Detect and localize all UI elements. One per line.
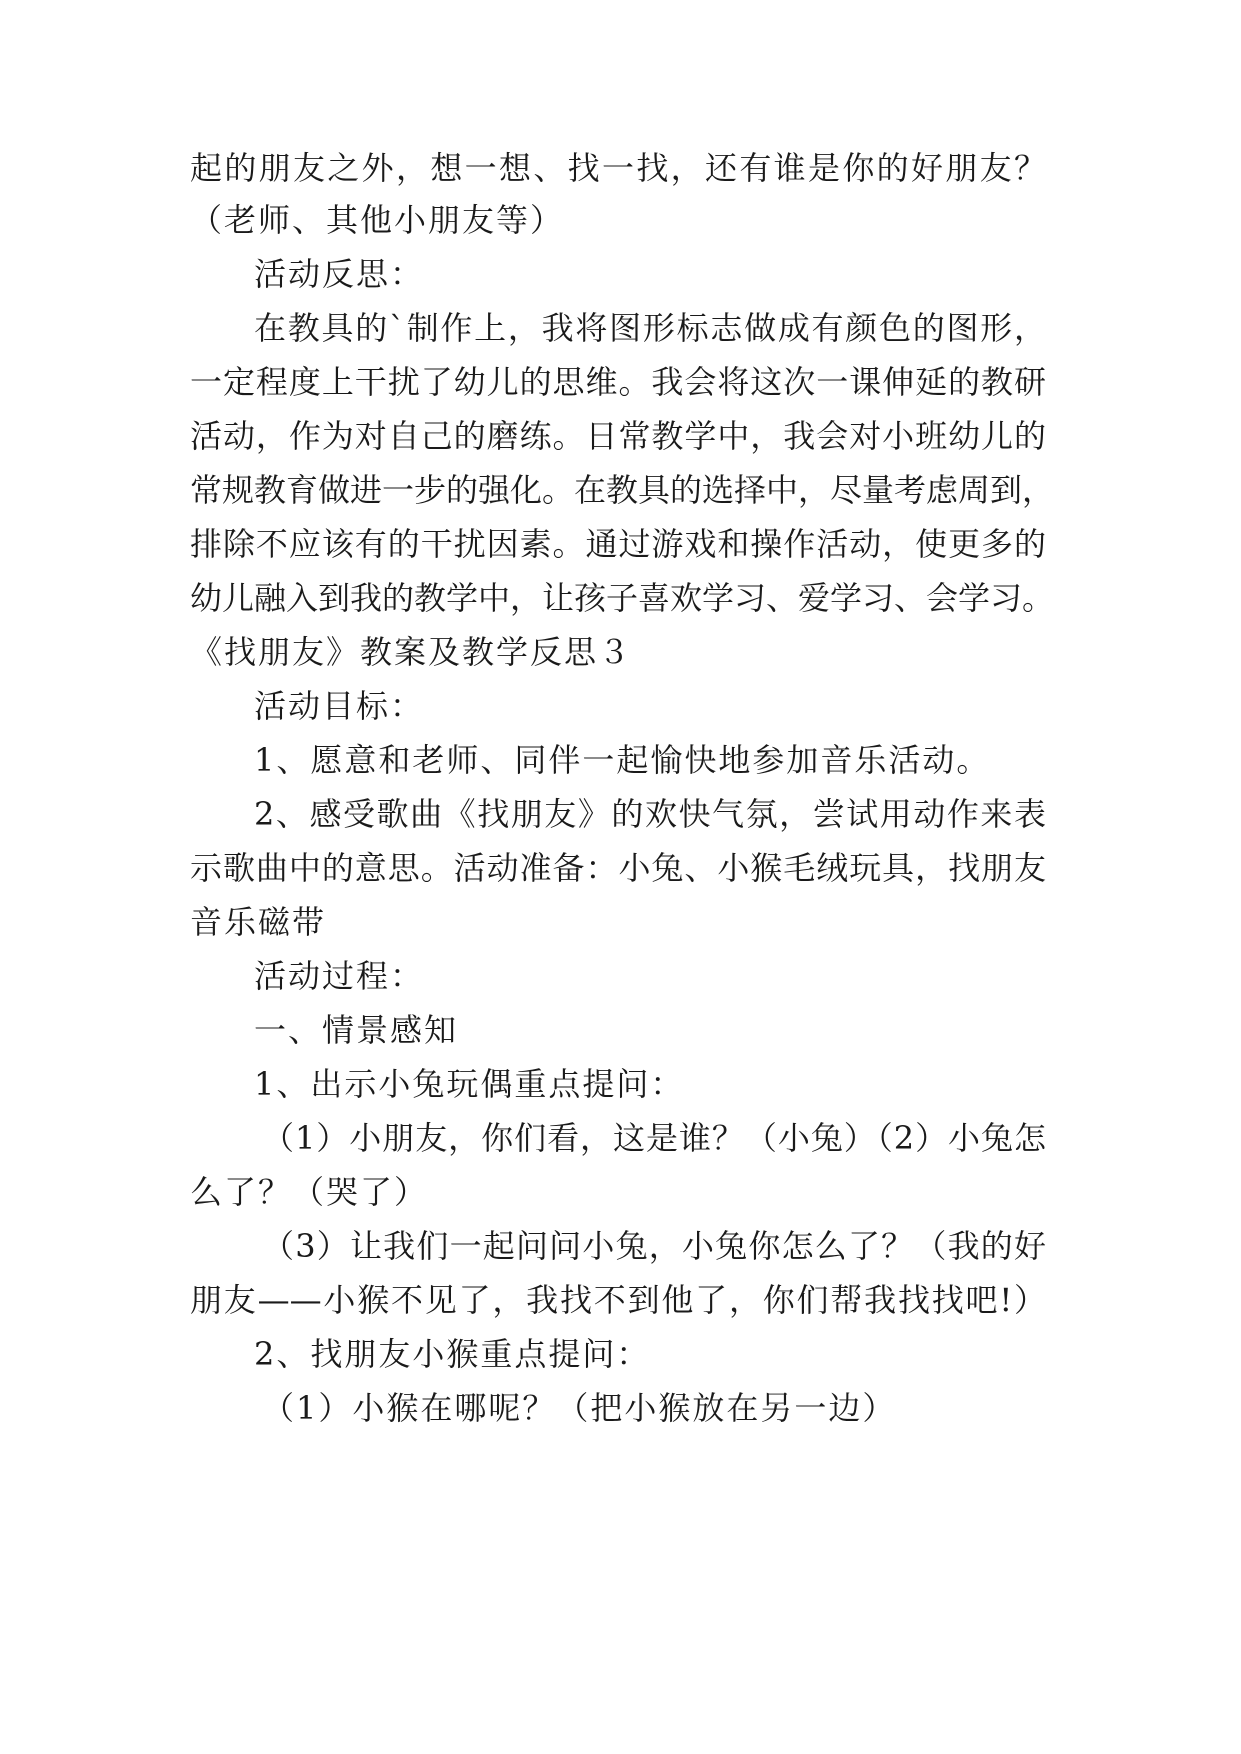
text-line: 起的朋友之外，想一想、找一找，还有谁是你的好朋友？ <box>190 149 1046 187</box>
text-line: （3）让我们一起问问小兔，小兔你怎么了？（我的好 <box>262 1227 1046 1265</box>
text-line: （1）小猴在哪呢？（把小猴放在另一边） <box>262 1389 897 1427</box>
text-line: 活动，作为对自己的磨练。日常教学中，我会对小班幼儿的 <box>190 417 1046 455</box>
document-title: 《找朋友》教案及教学反思３ <box>190 633 633 671</box>
section-heading: 活动反思： <box>254 255 425 293</box>
text-line: 1、出示小兔玩偶重点提问： <box>254 1065 685 1103</box>
text-line: 音乐磁带 <box>190 903 327 941</box>
text-line: 排除不应该有的干扰因素。通过游戏和操作活动，使更多的 <box>190 525 1046 563</box>
text-line: 一定程度上干扰了幼儿的思维。我会将这次一课伸延的教研 <box>190 363 1046 401</box>
text-line: 示歌曲中的意思。活动准备：小兔、小猴毛绒玩具，找朋友 <box>190 849 1046 887</box>
section-heading: 活动过程： <box>254 957 425 995</box>
text-line: 1、愿意和老师、同伴一起愉快地参加音乐活动。 <box>254 741 991 779</box>
text-line: （1）小朋友，你们看，这是谁？（小兔）（2）小兔怎 <box>262 1119 1046 1157</box>
text-line: 2、感受歌曲《找朋友》的欢快气氛，尝试用动作来表 <box>254 795 1046 833</box>
text-line: 常规教育做进一步的强化。在教具的选择中，尽量考虑周到， <box>190 471 1055 509</box>
section-heading: 活动目标： <box>254 687 425 725</box>
text-line: 朋友——小猴不见了，我找不到他了，你们帮我找找吧!） <box>190 1281 1046 1319</box>
text-line: 幼儿融入到我的教学中，让孩子喜欢学习、爱学习、会学习。 <box>190 579 1055 617</box>
text-line: （老师、其他小朋友等） <box>190 201 565 239</box>
text-line: 么了？（哭了） <box>190 1173 429 1211</box>
text-line: 在教具的`制作上，我将图形标志做成有颜色的图形， <box>254 309 1046 347</box>
section-heading: 一、情景感知 <box>254 1011 459 1049</box>
text-line: 2、找朋友小猴重点提问： <box>254 1335 651 1373</box>
